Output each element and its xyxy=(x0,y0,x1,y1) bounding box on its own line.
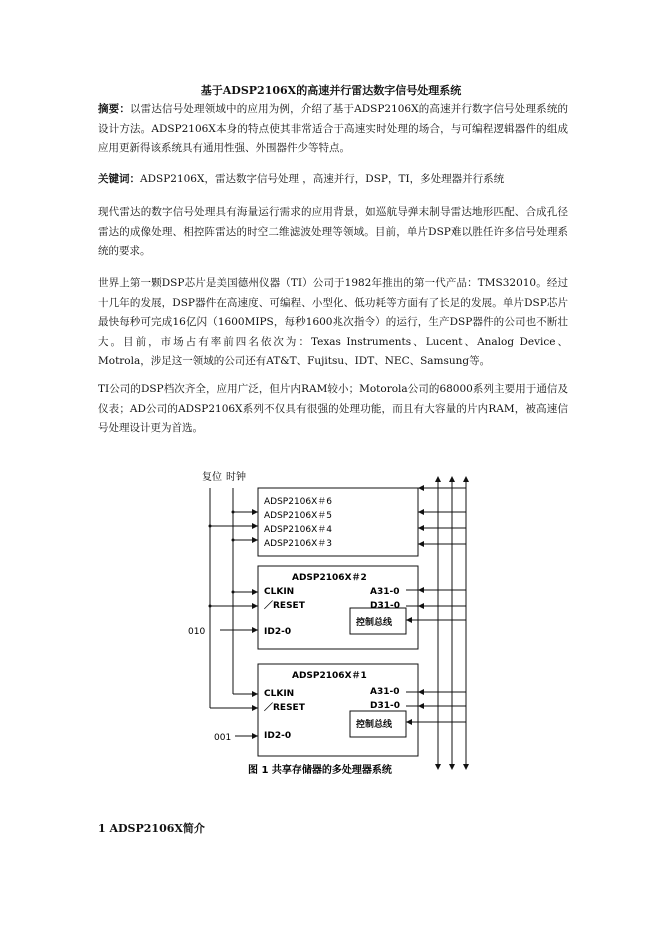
chip1-title: ADSP2106X＃1 xyxy=(292,671,367,681)
figure-caption: 图 1 共享存储器的多处理器系统 xyxy=(248,765,392,776)
chip1-id: ID2-0 xyxy=(264,731,292,741)
reset-label: 复位 xyxy=(202,472,222,483)
chip1-addr: A31-0 xyxy=(370,687,400,697)
chip6-label: ADSP2106X＃6 xyxy=(264,497,333,507)
chip2-title: ADSP2106X＃2 xyxy=(292,573,367,583)
chip1-clkin: CLKIN xyxy=(264,689,295,699)
chip5-label: ADSP2106X＃5 xyxy=(264,511,333,521)
figure-multiprocessor-diagram xyxy=(180,468,480,780)
keywords xyxy=(98,170,568,190)
chip2-clkin: CLKIN xyxy=(264,587,295,597)
chip4-label: ADSP2106X＃4 xyxy=(264,525,333,535)
chip2-ctrl: 控制总线 xyxy=(356,618,393,628)
chip1-reset: ／RESET xyxy=(264,703,305,713)
chip2-reset: ／RESET xyxy=(264,601,305,611)
reset-label-1 xyxy=(202,470,222,483)
section-heading: 1 ADSP2106X简介 xyxy=(98,822,205,835)
paper-title: 基于ADSP2106X的高速并行雷达数字信号处理系统 xyxy=(200,84,462,97)
chip2-id-value: 010 xyxy=(188,627,206,637)
body-paragraph-3: TI公司的DSP档次齐全，应用广泛，但片内RAM较小；Motorola公司的68000系列主要用于通信及仪表；AD公司的ADSP2106X系列不仅具有很强的处理功能，而且有大容量的片内RAM，被高速信号处理设计更为首选。 xyxy=(98,383,568,434)
chip1-id-value: 001 xyxy=(214,733,232,743)
abstract-label: 摘要： xyxy=(98,103,131,115)
keywords-label: 关键词： xyxy=(98,173,140,185)
chip1-data: D31-0 xyxy=(370,701,400,711)
chip2-id: ID2-0 xyxy=(264,627,292,637)
chip3-label: ADSP2106X＃3 xyxy=(264,539,333,549)
abstract xyxy=(98,100,568,159)
chip1-ctrl: 控制总线 xyxy=(356,720,393,730)
chip2-data: D31-0 xyxy=(370,601,400,611)
body-paragraph-2: 世界上第一颗DSP芯片是美国德州仪器（TI）公司于1982年推出的第一代产品：TMS32010。经过十几年的发展，DSP器件在高速度、可编程、小型化、低功耗等方面有了长足的发展。单片DSP芯片最快每秒可完成16亿闪（1600MIPS，每秒1600兆次指令）的运行，生产DSP器件的公司也不断壮大。目前，市场占有率前四名依次为：Texas Instruments、Lucent、Analog Device、Motrola，涉足这一领域的公司还有AT&T、Fujitsu、IDT、NEC、Samsung等。 xyxy=(98,277,568,367)
body-paragraph-1: 现代雷达的数字信号处理具有海量运行需求的应用背景，如巡航导弹末制导雷达地形匹配、合成孔径雷达的成像处理、相控阵雷达的时空二维滤波处理等领域。目前，单片DSP难以胜任许多信号处理系统的要求。 xyxy=(98,206,568,257)
keywords-text: ADSP2106X，雷达数字信号处理 ，高速并行，DSP，TI，多处理器并行系统 xyxy=(140,173,505,185)
abstract-text: 以雷达信号处理领域中的应用为例，介绍了基于ADSP2106X的高速并行数字信号处理系统的设计方法。ADSP2106X本身的特点使其非常适合于高速实时处理的场合，与可编程逻辑器件的组成应用更新得该系统具有通用性强、外围器件少等特点。 xyxy=(98,103,568,154)
clock-label: 时钟 xyxy=(226,472,246,483)
chip2-addr: A31-0 xyxy=(370,587,400,597)
